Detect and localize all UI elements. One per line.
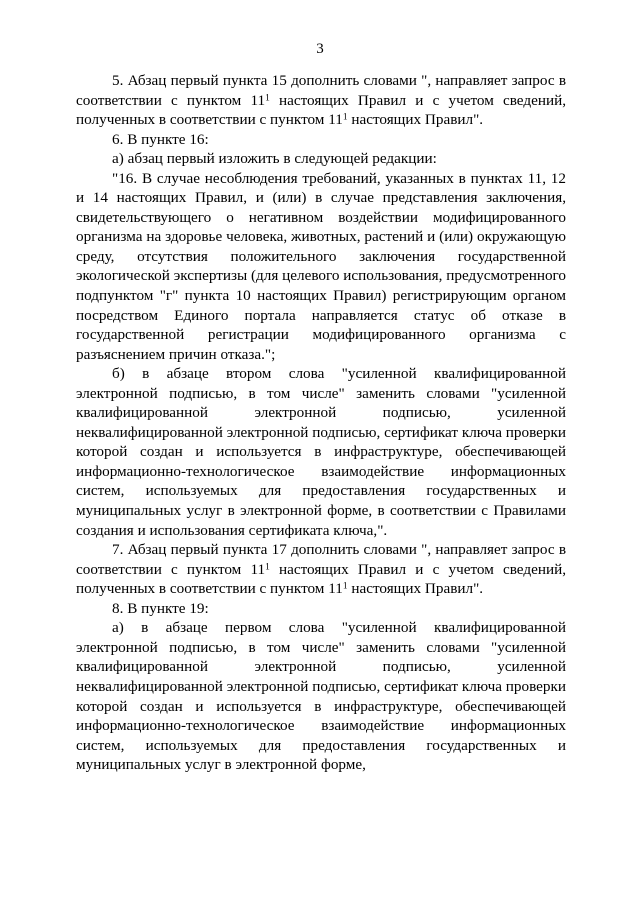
page-number: 3 (316, 41, 324, 57)
paragraph (76, 71, 566, 130)
paragraph (76, 149, 566, 169)
text-run: а) в абзаце первом слова "усиленной квалифицированной электронной подписью, в том числе" заменить словами "усиленной квалифицированной электронной подписью, усиленной неквалифицированной электронной подписью, сертификат ключа проверки которой создан и используется в инфраструктуре, обеспечивающей информационно-технологическое взаимодействие информационных систем, используемых для предоставления государственных и муниципальных услуг в электронной форме, (76, 619, 566, 774)
text-run: а) абзац первый изложить в следующей редакции: (112, 150, 437, 168)
text-run: 7. Абзац первый пункта 17 дополнить словами ", направляет запрос в соответствии с пунктом 11 (76, 541, 566, 578)
text-run: настоящих Правил". (347, 111, 484, 129)
paragraph (76, 364, 566, 540)
paragraph (76, 540, 566, 599)
text-run: настоящих Правил и с учетом сведений, полученных в соответствии с пунктом 11 (76, 560, 566, 598)
superscript: 1 (342, 112, 348, 123)
paragraph (76, 599, 566, 619)
superscript: 1 (342, 581, 348, 592)
document-body (76, 71, 566, 775)
text-run: настоящих Правил и с учетом сведений, полученных в соответствии с пунктом 11 (76, 91, 566, 129)
paragraph (76, 618, 566, 774)
superscript: 1 (265, 92, 270, 103)
text-run: настоящих Правил". (347, 580, 484, 598)
text-run: 8. В пункте 19: (112, 599, 209, 617)
text-run: "16. В случае несоблюдения требований, указанных в пунктах 11, 12 и 14 настоящих Правил, и (или) в случае представления заключения, свидетельствующего о негативном воздействии модифицированного организма на здоровье человека, животных, растений и (или) окружающую среду, отсутствия положительного заключения государственной экологической экспертизы (для целевого использования, предусмотренного подпунктом "г" пункта 10 настоящих Правил) регистрирующим органом посредством Единого портала направляется статус об отказе в государственной регистрации модифицированного организма с разъяснением причин отказа."; (76, 169, 566, 363)
superscript: 1 (265, 561, 270, 572)
text-run: 6. В пункте 16: (112, 130, 209, 148)
paragraph (76, 169, 566, 364)
text-run: 5. Абзац первый пункта 15 дополнить словами ", направляет запрос в соответствии с пунктом 11 (76, 72, 566, 109)
text-run: б) в абзаце втором слова "усиленной квалифицированной электронной подписью, в том числе" заменить словами "усиленной квалифицированной электронной подписью, усиленной неквалифицированной электронной подписью, сертификат ключа проверки которой создан и используется в инфраструктуре, обеспечивающей информационно-технологическое взаимодействие информационных систем, используемых для предоставления государственных и муниципальных услуг в электронной форме, в соответствии с Правилами создания и использования сертификата ключа,". (76, 365, 566, 539)
paragraph (76, 130, 566, 150)
